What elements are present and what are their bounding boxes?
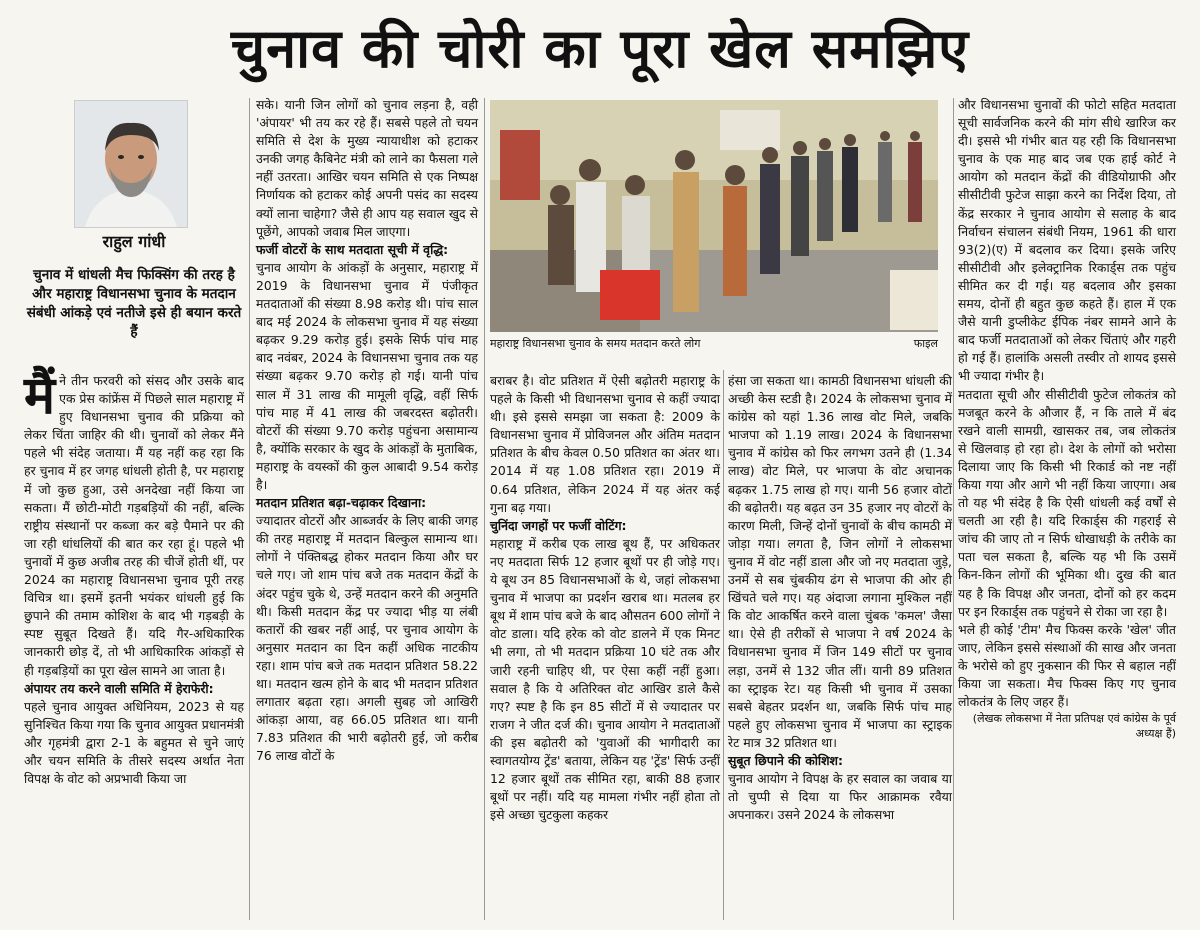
column-5 xyxy=(958,96,1176,741)
paragraph: पहले चुनाव आयुक्त अधिनियम, 2023 से यह सुनिश्चित किया गया कि चुनाव आयुक्त प्रधानमंत्री और गृहमंत्री द्वारा 2-1 के बहुमत से चुने जाएं और चयन समिति के तीसरे सदस्य अर्थात नेता विपक्ष के वोट को अप्रभावी किया जा xyxy=(24,698,244,787)
paragraph: और विधानसभा चुनावों की फोटो सहित मतदाता सूची सार्वजनिक करने की मांग सीधे खारिज कर दी। इससे भी गंभीर बात यह रही कि विधानसभा चुनाव के एक माह बाद जब एक हाई कोर्ट ने आयोग को मतदान केंद्रों की वीडियोग्राफी और सीसीटीवी फुटेज साझा करने का निर्देश दिया, तो केंद्र सरकार ने चुनाव आयोग से सलाह के बाद निर्वाचन संचालन संबंधी नियम, 1961 की धारा 93(2)(ए) में बदलाव कर दिया। इसके जरिए सीसीटीवी और इलेक्ट्रानिक रिकार्ड्स तक पहुंच सीमित कर दी गई। यह बदलाव और इसका समय, दोनों ही बहुत कुछ कहते हैं। हाल में एक जैसे यानी डुप्लीकेट ईपिक नंबर सामने आने के बाद फर्जी मतदाताओं को लेकर चिंताएं और गहरी हो गई हैं। हालांकि असली तस्वीर तो शायद इससे भी ज्यादा गंभीर है। xyxy=(958,97,1176,384)
subheading: फर्जी वोटरों के साथ मतदाता सूची में वृद्धि: xyxy=(256,241,449,257)
headline: चुनाव की चोरी का पूरा खेल समझिए xyxy=(230,17,970,80)
photo-credit: फाइल xyxy=(913,337,938,350)
paragraph: ज्यादातर वोटरों और आब्जर्वर के लिए बाकी जगह की तरह महाराष्ट्र में मतदान बिल्कुल सामान्य था। लोगों ने पंक्तिबद्ध होकर मतदान किया और घर चले गए। जो शाम पांच बजे तक मतदान केंद्रों के अंदर पहुंच चुके थे, उन्हें मतदान करने की अनुमति थी। किसी मतदान केंद्र पर ज्यादा भीड़ या लंबी कतारों की खबर नहीं आई, पर चुनाव आयोग के अनुसार मतदान का दिन कहीं अधिक नाटकीय रहा। शाम पांच बजे तक मतदान प्रतिशत 58.22 था। मतदान खत्म होने के बाद भी मतदान प्रतिशत लगातार बढ़ता रहा। अगली सुबह जो आखिरी आंकड़ा आया, वह 66.05 प्रतिशत था। यानी 7.83 प्रतिशत की भारी बढ़ोतरी हुई, जो करीब 76 लाख वोटों के xyxy=(256,513,478,764)
paragraph: सके। यानी जिन लोगों को चुनाव लड़ना है, वही 'अंपायर' भी तय कर रहे हैं। सबसे पहले तो चयन समिति से देश के मुख्य न्यायाधीश को हटाकर उनकी जगह कैबिनेट मंत्री को लाने का फैसला गले नहीं उतरता। आखिर चयन समिति से एक निष्पक्ष निर्णायक को हटाकर कोई अपनी पसंद का सदस्य क्यों लाना चाहेगा? जैसे ही आप यह सवाल खुद से पूछेंगे, आपको जवाब मिल जाएगा। xyxy=(256,97,478,239)
paragraph: बराबर है। वोट प्रतिशत में ऐसी बढ़ोतरी महाराष्ट्र के पहले के किसी भी विधानसभा चुनाव से कहीं ज्यादा थी। इसे इससे समझा जा सकता है: 2009 के विधानसभा चुनाव में प्रोविजनल और अंतिम मतदान प्रतिशत के बीच केवल 0.50 प्रतिशत का अंतर था। 2014 में यह 1.08 प्रतिशत रहा। 2019 में 0.64 प्रतिशत, लेकिन 2024 में यह अंतर कई गुना बढ़ गया। xyxy=(490,373,720,515)
portrait-image xyxy=(75,101,187,227)
lede: चुनाव में धांधली मैच फिक्सिंग की तरह है और महाराष्ट्र विधानसभा चुनाव के मतदान संबंधी आंकड़े एवं नतीजे इसे ही बयान करते हैं xyxy=(26,267,242,340)
news-photo xyxy=(490,100,938,332)
photo-caption-row xyxy=(490,336,938,351)
subheading: अंपायर तय करने वाली समिति में हेराफेरी: xyxy=(24,680,214,696)
subheading: सुबूत छिपाने की कोशिश: xyxy=(728,752,843,768)
column-rule xyxy=(249,98,250,920)
dropcap: मैं xyxy=(24,366,56,426)
photo-caption: महाराष्ट्र विधानसभा चुनाव के समय मतदान करते लोग xyxy=(490,337,701,350)
author-portrait xyxy=(74,100,188,228)
column-4 xyxy=(728,372,952,824)
column-rule xyxy=(484,98,485,920)
column-1 xyxy=(24,366,244,788)
column-3 xyxy=(490,372,720,824)
column-rule xyxy=(723,370,724,920)
column-2 xyxy=(256,96,478,765)
paragraph: चुनाव आयोग के आंकड़ों के अनुसार, महाराष्ट्र में 2019 के विधानसभा चुनाव में पंजीकृत मतदाताओं की संख्या 8.98 करोड़ थी। पांच साल बाद मई 2024 के लोकसभा चुनाव में यह संख्या बढ़कर 9.29 करोड़ हुई। इसके सिर्फ पांच माह बाद नवंबर, 2024 के विधानसभा चुनाव तक यह संख्या बढ़कर 9.70 करोड़ हो गई। यानी पांच साल में 31 लाख की मामूली वृद्धि, वहीं सिर्फ पांच माह में 41 लाख की जबरदस्त बढ़ोतरी। वोटरों की संख्या 9.70 करोड़ पहुंचना असामान्य है, क्योंकि सरकार के खुद के आंकड़ों के मुताबिक, महाराष्ट्र के वयस्कों की कुल आबादी 9.54 करोड़ है। xyxy=(256,259,478,492)
paragraph-text: ने तीन फरवरी को संसद और उसके बाद एक प्रेस कांफ्रेंस में पिछले साल महाराष्ट्र में हुए विधानसभा चुनाव की प्रक्रिया को लेकर चिंता जाहिर की थी। चुनावों को लेकर मैंने पहले भी संदेह जताया। मैं यह नहीं कह रहा कि हर चुनाव में हर जगह धांधली होती है, पर महाराष्ट्र में जो कुछ हुआ, उसे अनदेखा नहीं किया जा सकता। मैं छोटी-मोटी गड़बड़ियों की नहीं, बल्कि राष्ट्रीय संस्थानों पर कब्जा कर बड़े पैमाने पर की जा रही धांधलियों की बात कर रहा हूं। पहले भी चुनावों में कुछ अजीब तरह की चीजें होती थीं, पर 2024 का महाराष्ट्र विधानसभा चुनाव पूरी तरह विचित्र था। इसमें इतनी भयंकर धांधली हुई कि छुपाने की तमाम कोशिश के बाद भी गड़बड़ी के स्पष्ट सुबूत दिखते हैं। यदि गैर-अधिकारिक जानकारी छोड़ दें, तो भी आधिकारिक आंकड़ों से ही गड़बड़ियों का पूरा खेल सामने आ जाता है। xyxy=(24,373,244,678)
subheading: चुनिंदा जगहों पर फर्जी वोटिंग: xyxy=(490,517,627,533)
paragraph: मतदाता सूची और सीसीटीवी फुटेज लोकतंत्र को मजबूत करने के औजार हैं, न कि ताले में बंद रखने वाली सामग्री, खासकर तब, जब लोकतंत्र से खिलवाड़ हो रहा हो। देश के लोगों को भरोसा दिलाया जाए कि किसी भी रिकार्ड को नष्ट नहीं किया गया और आगे भी नहीं किया जाएगा। अब तो यह भी संदेह है कि ऐसी धांधली कई वर्षों से चलती आ रही है। यदि रिकार्ड्स की गहराई से जांच की जाए तो न सिर्फ धोखाधड़ी के तरीके का पता चल सकता है, बल्कि यह भी कि उसमें किन-किन लोगों की भूमिका थी। दुख की बात यह है कि विपक्ष और जनता, दोनों को हर कदम पर इन रिकार्ड्स तक पहुंचने से रोका जा रहा है। xyxy=(958,386,1176,619)
paragraph: महाराष्ट्र में करीब एक लाख बूथ हैं, पर अधिकतर नए मतदाता सिर्फ 12 हजार बूथों पर ही जोड़े गए। ये बूथ उन 85 विधानसभाओं के थे, जहां लोकसभा चुनाव में भाजपा का प्रदर्शन खराब था। मतलब हर बूथ में शाम पांच बजे के बाद औसतन 600 लोगों ने वोट डाला। यदि हरेक को वोट डालने में एक मिनट भी लगा, तो भी मतदान प्रक्रिया 10 घंटे तक और जारी रहनी चाहिए थी, पर ऐसा कहीं नहीं हुआ। सवाल है कि ये अतिरिक्त वोट आखिर डाले कैसे गए? स्पष्ट है कि इन 85 सीटों में से ज्यादातर पर राजग ने जीत दर्ज की। चुनाव आयोग ने मतदाताओं की इस बढ़ोतरी को 'युवाओं की भागीदारी का स्वागतयोग्य ट्रेंड' बताया, लेकिन यह 'ट्रेंड' सिर्फ उन्हीं 12 हजार बूथों तक सीमित रहा, बाकी 88 हजार बूथों पर नहीं। यदि यह मामला गंभीर नहीं होता तो इसे अच्छा चुटकुला कहकर xyxy=(490,535,720,823)
paragraph: भले ही कोई 'टीम' मैच फिक्स करके 'खेल' जीत जाए, लेकिन इससे संस्थाओं की साख और जनता के भरोसे को हुए नुकसान की फिर से बहाल नहीं किया जा सकता। मैच फिक्स किए गए चुनाव लोकतंत्र के लिए जहर हैं। xyxy=(958,621,1176,710)
subheading: मतदान प्रतिशत बढ़ा-चढ़ाकर दिखाना: xyxy=(256,495,427,511)
paragraph: हंसा जा सकता था। कामठी विधानसभा धांधली की अच्छी केस स्टडी है। 2024 के लोकसभा चुनाव में कांग्रेस को यहां 1.36 लाख वोट मिले, जबकि भाजपा को 1.19 लाख। 2024 के विधानसभा चुनाव में कांग्रेस को फिर लगभग उतने ही (1.34 लाख) वोट मिले, पर भाजपा के वोट अचानक बढ़कर 1.75 लाख हो गए। यानी 56 हजार वोटों की बढ़ोतरी। यह बढ़त उन 35 हजार नए वोटरों के कारण मिली, जिन्हें दोनों चुनावों के बीच कामठी में जोड़ा गया। लगता है, जिन लोगों ने लोकसभा चुनाव में वोट नहीं डाला और जो नए मतदाता जुड़े, उनमें से सब चुंबकीय ढंग से भाजपा की ओर ही खिंचते चले गए। यह अंदाजा लगाना मुश्किल नहीं कि वोट आकर्षित करने वाला चुंबक 'कमल' जैसा था। ऐसे ही तरीकों से भाजपा ने वर्ष 2024 के विधानसभा चुनाव में जिन 149 सीटों पर चुनाव लड़ा, उनमें से 132 जीत लीं। यानी 89 प्रतिशत का स्ट्राइक रेट। यह किसी भी चुनाव में उसका सबसे बेहतर प्रदर्शन था, जबकि सिर्फ पांच माह पहले हुए लोकसभा चुनाव में भाजपा का स्ट्राइक रेट मात्र 32 प्रतिशत था। xyxy=(728,373,952,750)
author-name: राहुल गांधी xyxy=(102,232,166,251)
opening-paragraph xyxy=(24,366,244,680)
author-credit: (लेखक लोकसभा में नेता प्रतिपक्ष एवं कांग्रेस के पूर्व अध्यक्ष हैं) xyxy=(972,712,1176,741)
paragraph: चुनाव आयोग ने विपक्ष के हर सवाल का जवाब या तो चुप्पी से दिया या फिर आक्रामक रवैया अपनाकर। उसने 2024 के लोकसभा xyxy=(728,771,952,823)
column-rule xyxy=(953,98,954,920)
polling-queue-illustration xyxy=(490,100,938,332)
